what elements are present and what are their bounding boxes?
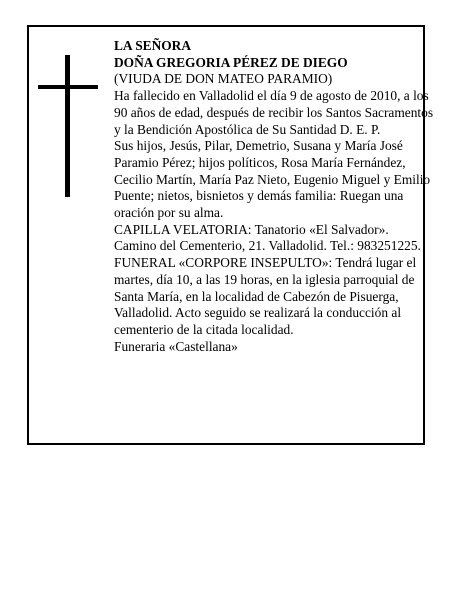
death-paragraph: Ha fallecido en Valladolid el día 9 de agosto de 2010, a los 90 años de edad, después de recibir los Santos Sacramentos y la Bendición Apostólica de Su Santidad D. E. P.: [114, 88, 434, 137]
title-line-1: LA SEÑORA: [114, 38, 192, 53]
family-paragraph: Sus hijos, Jesús, Pilar, Demetrio, Susana y María José Paramio Pérez; hijos políticos, Rosa María Fernández, Cecilio Martín, María Paz Nieto, Eugenio Miguel y Emilio Puente; nietos, bisnietos y demás familia: Ruegan una oración por su alma.: [114, 138, 431, 221]
widow-line: (VIUDA DE DON MATEO PARAMIO): [114, 71, 333, 87]
obituary-text: [114, 38, 434, 355]
funeral-paragraph: FUNERAL «CORPORE INSEPULTO»: Tendrá lugar el martes, día 10, a las 19 horas, en la iglesia parroquial de Santa María, en la localidad de Cabezón de Pisuerga, Valladolid. Acto seguido se realizará la conducción al cementerio de la citada localidad.: [114, 255, 417, 337]
deceased-name: DOÑA GREGORIA PÉREZ DE DIEGO: [114, 54, 348, 70]
cross-icon: [65, 55, 70, 197]
chapel-paragraph: CAPILLA VELATORIA: Tanatorio «El Salvador». Camino del Cementerio, 21. Valladolid. Tel.: 983251225.: [114, 221, 421, 254]
funeral-home: Funeraria «Castellana»: [114, 338, 238, 354]
cross-icon-bar: [38, 85, 98, 89]
